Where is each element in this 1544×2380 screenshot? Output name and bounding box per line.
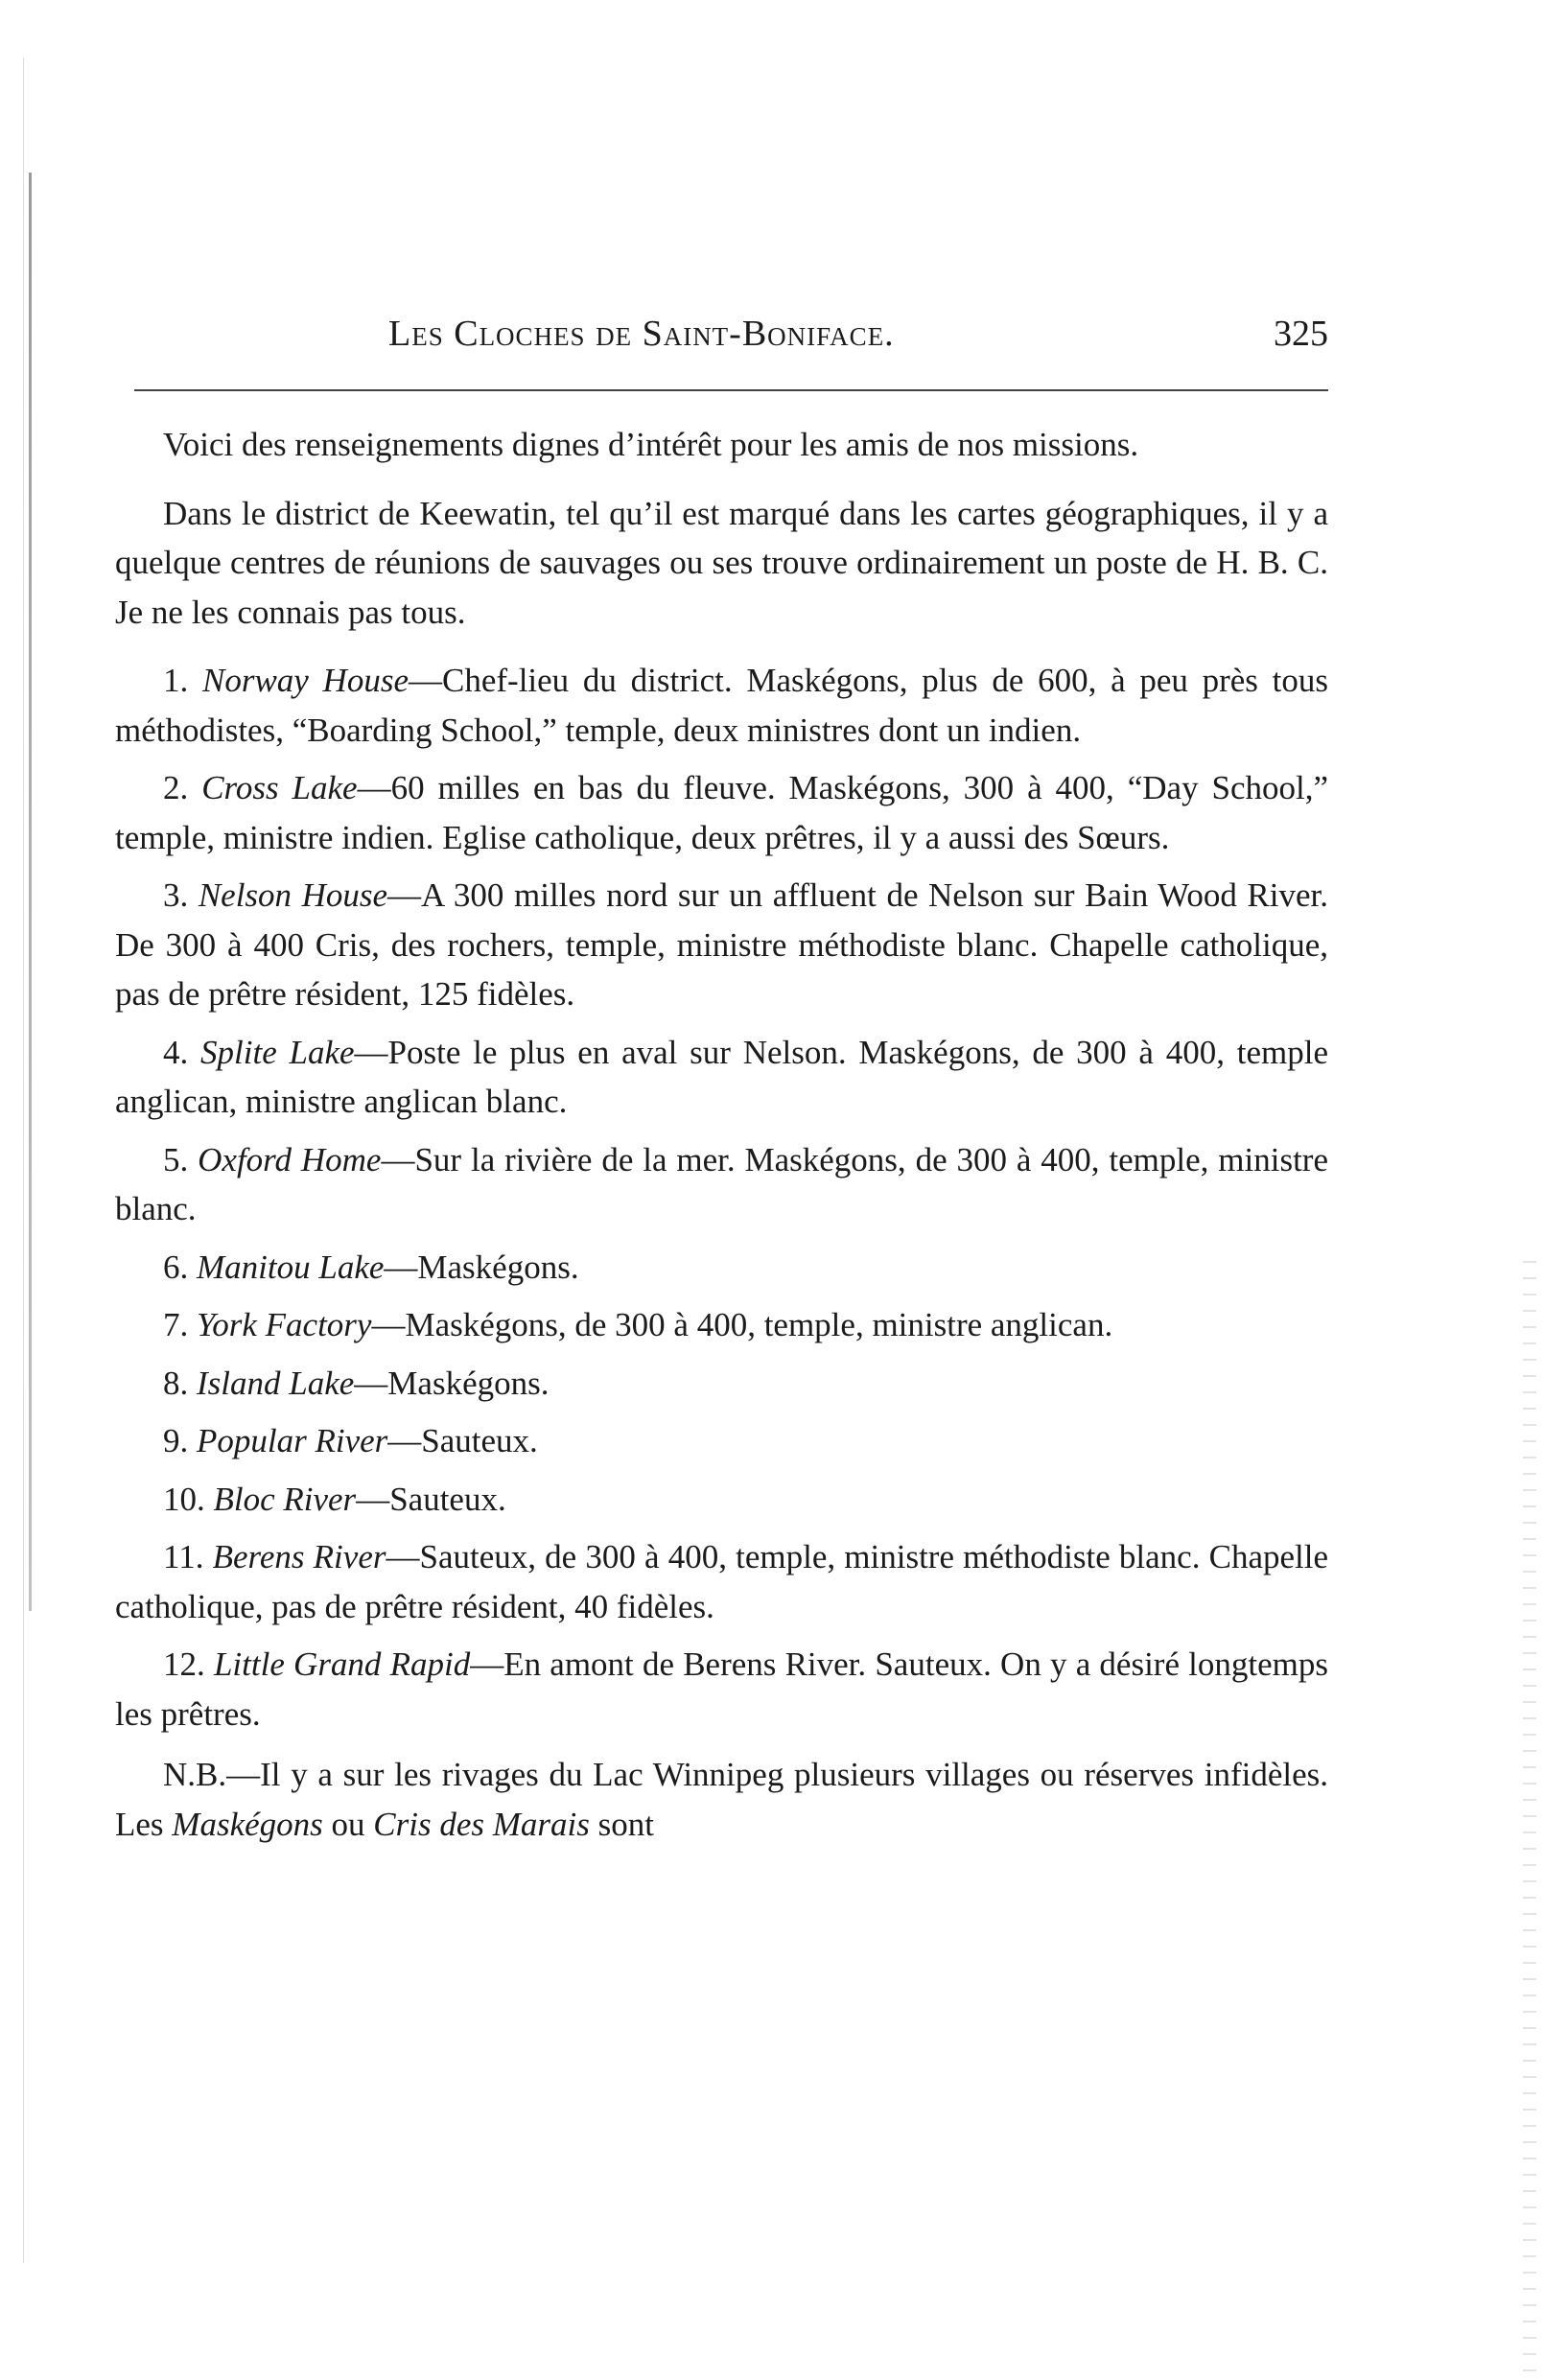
- list-item: [115, 1416, 1328, 1466]
- item-number: 3.: [163, 876, 189, 914]
- book-page: [115, 307, 1329, 1843]
- item-text: —Sur la rivière de la mer. Maskégons, de 300 à 400, temple, ministre blanc.: [115, 1140, 1328, 1227]
- place-name: Bloc River: [213, 1480, 357, 1518]
- item-number: 12.: [163, 1645, 205, 1683]
- place-name: Little Grand Rapid: [213, 1645, 471, 1683]
- item-number: 7.: [163, 1306, 189, 1343]
- list-item: [115, 1243, 1328, 1293]
- mission-list: [115, 656, 1328, 1738]
- list-item: [115, 1300, 1328, 1350]
- item-text: —A 300 milles nord sur un affluent de Nelson sur Bain Wood River. De 300 à 400 Cris, des rochers, temple, ministre méthodiste blanc. Chapelle catholique, pas de prêtre résident, 125 fidèles.: [115, 876, 1328, 1013]
- header-rule: [134, 389, 1328, 391]
- nb-lead: N.B.—Il y a sur les rivages du Lac Winnipeg plusieurs villages ou réserves infidèles. Les: [115, 1756, 1328, 1843]
- item-number: 4.: [163, 1033, 189, 1071]
- nb-emphasis: Cris des Marais: [373, 1805, 590, 1843]
- intro-paragraph: Dans le district de Keewatin, tel qu’il est marqué dans les cartes géographiques, il y a quelque centres de réunions de sauvages ou ses trouve ordinairement un poste de H. B. C. Je ne les connais pas tous.: [115, 494, 1328, 631]
- item-number: 6.: [163, 1248, 189, 1286]
- place-name: Cross Lake: [201, 769, 358, 806]
- item-text: —Sauteux.: [387, 1422, 538, 1459]
- scan-edge-shadow: [29, 173, 32, 1611]
- list-item: [115, 1359, 1328, 1409]
- running-title: Les Cloches de Saint-Boniface.: [388, 314, 895, 354]
- list-item: [115, 871, 1328, 1019]
- list-item: [115, 1135, 1328, 1234]
- list-item: [115, 1640, 1328, 1738]
- place-name: Berens River: [212, 1538, 386, 1575]
- list-item: [115, 1532, 1328, 1631]
- item-text: —Sauteux, de 300 à 400, temple, ministre méthodiste blanc. Chapelle catholique, pas de prêtre résident, 40 fidèles.: [115, 1538, 1329, 1625]
- nb-tail: sont: [589, 1805, 654, 1843]
- place-name: Oxford Home: [198, 1140, 382, 1178]
- item-text: —Maskégons.: [354, 1364, 550, 1402]
- page-body: [115, 420, 1328, 1849]
- place-name: Island Lake: [197, 1364, 355, 1402]
- place-name: York Factory: [197, 1306, 372, 1343]
- place-name: Norway House: [201, 662, 409, 699]
- list-item: [115, 1028, 1328, 1127]
- item-number: 10.: [163, 1480, 205, 1518]
- intro-paragraph: Voici des renseignements dignes d’intérêt pour les amis de nos missions.: [163, 426, 1139, 463]
- item-text: —Maskégons.: [384, 1248, 579, 1286]
- item-text: —Maskégons, de 300 à 400, temple, ministre anglican.: [371, 1306, 1113, 1343]
- scan-edge-noise: [1523, 1247, 1536, 2380]
- nb-emphasis: Maskégons: [172, 1805, 323, 1843]
- list-item: [115, 1475, 1328, 1525]
- list-item: [115, 763, 1328, 862]
- place-name: Nelson House: [198, 876, 388, 914]
- nota-bene-paragraph: [115, 1750, 1328, 1849]
- item-text: —Chef-lieu du district. Maskégons, plus de 600, à peu près tous méthodistes, “Boarding School,” temple, deux ministres dont un indien.: [115, 662, 1328, 749]
- page-header: [115, 307, 1328, 366]
- place-name: Splite Lake: [200, 1033, 355, 1071]
- scan-edge-mark: [23, 58, 24, 2263]
- place-name: Popular River: [197, 1422, 388, 1459]
- place-name: Manitou Lake: [197, 1248, 385, 1286]
- item-number: 8.: [163, 1364, 189, 1402]
- item-number: 1.: [163, 662, 189, 699]
- item-text: —Poste le plus en aval sur Nelson. Maskégons, de 300 à 400, temple anglican, ministre anglican blanc.: [115, 1033, 1329, 1120]
- item-text: —60 milles en bas du fleuve. Maskégons, 300 à 400, “Day School,” temple, ministre indien. Eglise catholique, deux prêtres, il y a aussi des Sœurs.: [115, 769, 1329, 856]
- list-item: [115, 656, 1328, 755]
- item-number: 11.: [163, 1538, 204, 1575]
- item-number: 5.: [163, 1140, 189, 1178]
- item-number: 9.: [163, 1422, 189, 1459]
- item-number: 2.: [163, 769, 189, 806]
- item-text: —Sauteux.: [356, 1480, 506, 1518]
- page-number: 325: [1274, 314, 1328, 354]
- item-text: —En amont de Berens River. Sauteux. On y a désiré longtemps les prêtres.: [115, 1645, 1329, 1733]
- nb-mid: ou: [322, 1805, 374, 1843]
